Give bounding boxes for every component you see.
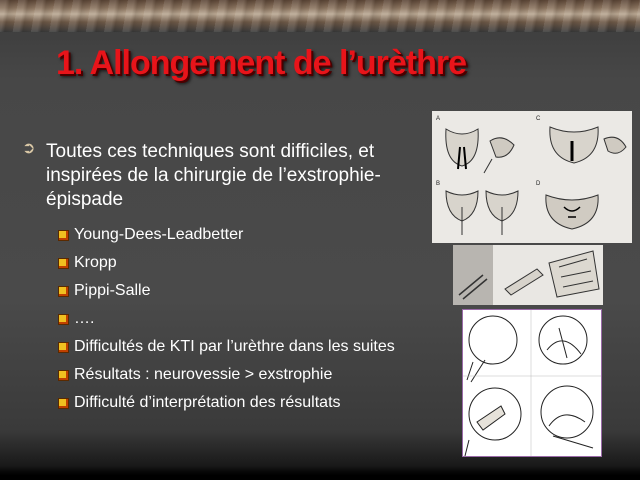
decorative-bottom-band	[0, 466, 640, 480]
sub-bullet-text: Pippi-Salle	[74, 282, 151, 299]
figure-panel-label: A	[436, 116, 441, 122]
sub-bullet-item	[58, 225, 398, 245]
tube-sketch-graphic	[453, 245, 603, 305]
sub-bullet-item	[58, 253, 398, 273]
square-bullet-icon	[58, 342, 69, 353]
main-bullet	[22, 140, 417, 212]
sub-bullet-text: Kropp	[74, 254, 117, 271]
square-bullet-icon	[58, 258, 69, 269]
sub-bullet-item	[58, 309, 398, 329]
figure-panel-label: D	[536, 181, 541, 187]
figure-panel-label: B	[436, 181, 441, 187]
sub-bullet-text: ….	[74, 310, 95, 327]
sub-bullet-text: Young-Dees-Leadbetter	[74, 226, 244, 243]
sub-bullet-item	[58, 365, 398, 385]
square-bullet-icon	[58, 314, 69, 325]
sub-bullet-list	[58, 225, 398, 421]
slide-title: 1. Allongement de l’urèthre	[56, 44, 467, 82]
sub-bullet-item	[58, 281, 398, 301]
sub-bullet-item	[58, 337, 398, 357]
surgical-sketch-graphic	[432, 111, 632, 243]
decorative-top-band	[0, 0, 640, 32]
square-bullet-icon	[58, 370, 69, 381]
sub-bullet-text: Résultats : neurovessie > exstrophie	[74, 366, 333, 383]
sub-bullet-text: Difficulté d’interprétation des résultats	[74, 394, 341, 411]
flap-sketch-graphic	[463, 310, 601, 456]
bladder-flap-illustration	[462, 309, 602, 457]
surgical-illustration-abcd	[432, 111, 632, 243]
figure-panel-label: C	[536, 116, 541, 122]
square-bullet-icon	[58, 230, 69, 241]
square-bullet-icon	[58, 398, 69, 409]
main-bullet-text: Toutes ces techniques sont difficiles, et inspirées de la chirurgie de l’exstrophie-épispade	[46, 141, 381, 210]
curved-arrow-icon: ➲	[22, 140, 36, 157]
urethral-tube-illustration	[453, 245, 603, 305]
sub-bullet-text: Difficultés de KTI par l’urèthre dans les suites	[74, 338, 395, 355]
square-bullet-icon	[58, 286, 69, 297]
sub-bullet-item	[58, 393, 398, 413]
